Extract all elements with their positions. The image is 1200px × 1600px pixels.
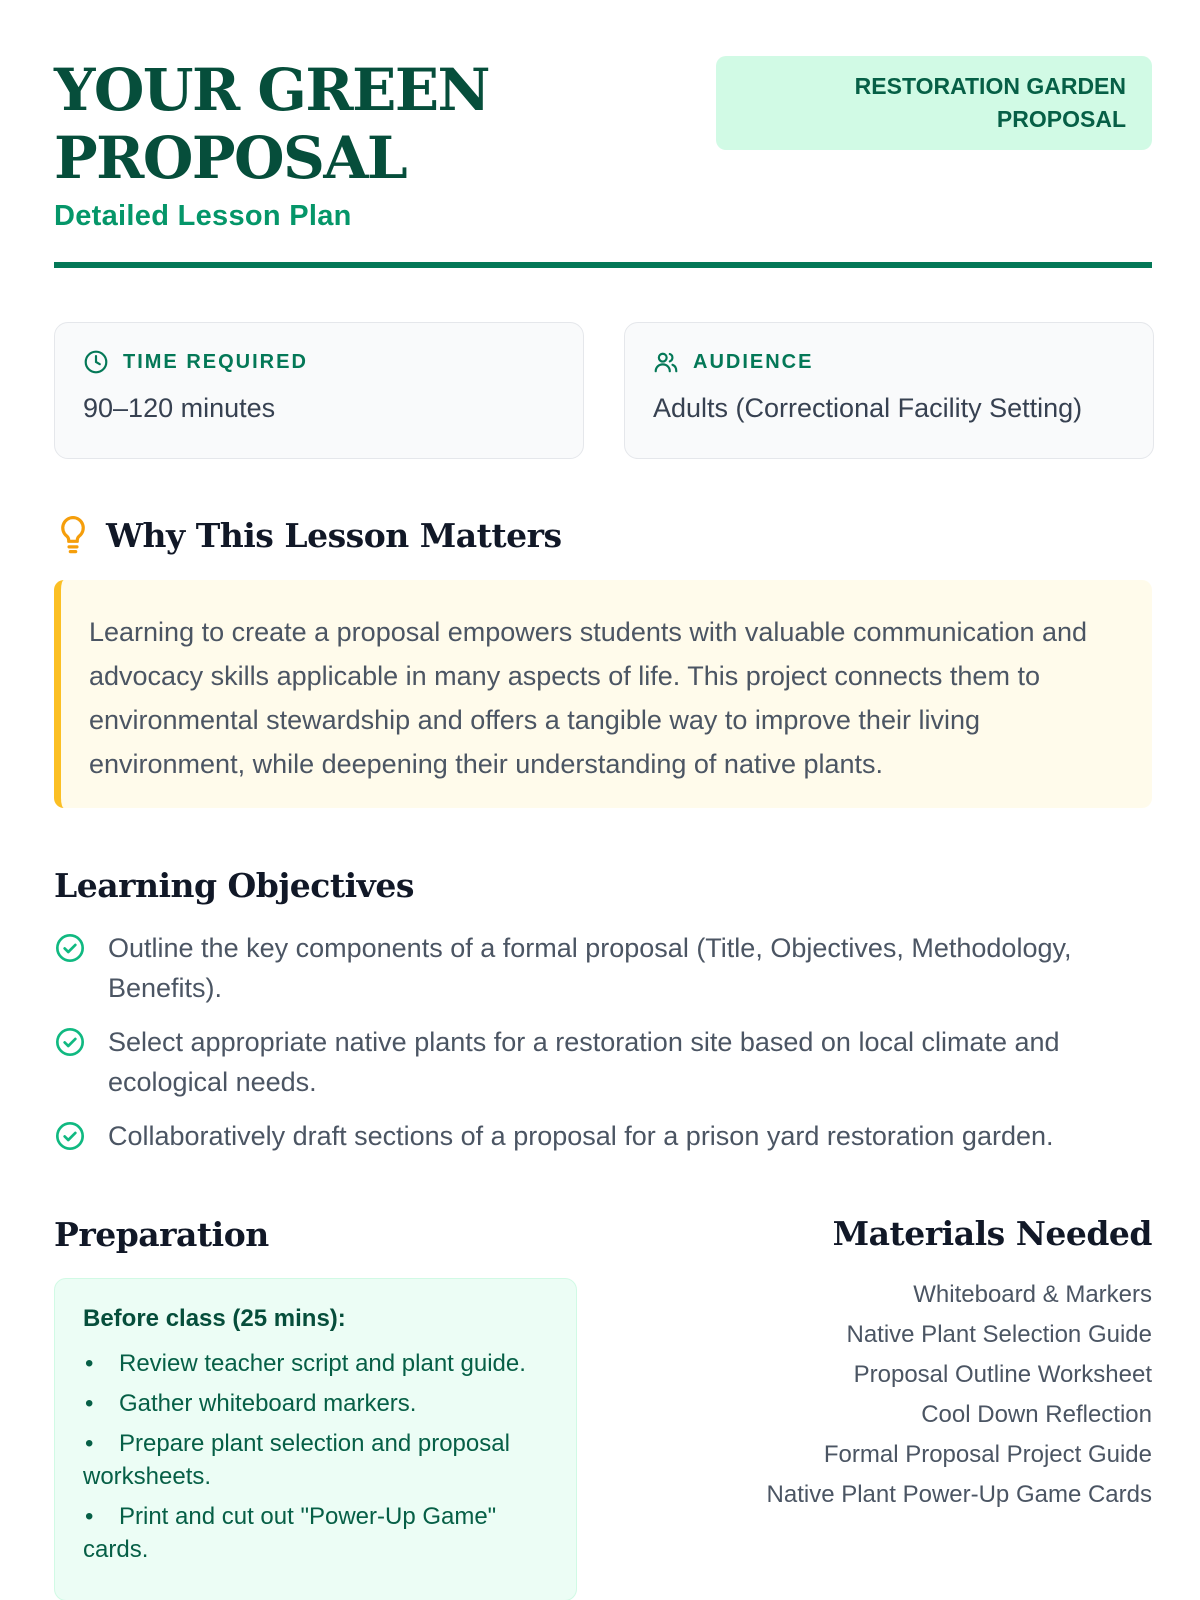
preparation-box [54,1278,577,1600]
proposal-badge: RESTORATION GARDEN PROPOSAL [716,56,1152,150]
header-divider [54,262,1152,268]
material-item: Proposal Outline Worksheet [853,1361,1152,1388]
preparation-item: • Print and cut out "Power-Up Game" cards. [83,1500,548,1566]
audience-label: AUDIENCE [693,350,814,373]
users-icon [653,349,679,375]
preparation-title: Preparation [54,1215,269,1254]
materials-title: Materials Needed [832,1214,1152,1253]
preparation-heading: Before class (25 mins): [83,1305,346,1332]
material-item: Cool Down Reflection [921,1401,1152,1428]
preparation-item: • Review teacher script and plant guide. [83,1347,548,1380]
objective-item [54,928,1152,1008]
page-header [54,56,1152,270]
objectives-title: Learning Objectives [54,866,414,905]
material-item: Native Plant Power-Up Game Cards [766,1481,1152,1508]
time-required-card [54,322,584,459]
time-required-label: TIME REQUIRED [123,350,308,373]
check-circle-icon [54,1026,86,1058]
objectives-list [54,928,1152,1170]
audience-card [624,322,1154,459]
preparation-item: • Gather whiteboard markers. [83,1387,548,1420]
material-item: Formal Proposal Project Guide [823,1441,1152,1468]
page-title: YOUR GREEN PROPOSAL [54,56,490,192]
lightbulb-icon [54,514,92,556]
preparation-item: • Prepare plant selection and proposal worksheets. [83,1427,548,1493]
clock-icon [83,349,109,375]
audience-value: Adults (Correctional Facility Setting) [653,393,1083,423]
why-section-title: Why This Lesson Matters [106,515,562,555]
preparation-list [83,1347,548,1566]
objective-item [54,1022,1152,1102]
check-circle-icon [54,932,86,964]
objective-text: Outline the key components of a formal proposal (Title, Objectives, Methodology, Benefits). [108,933,1072,1003]
materials-list [632,1275,1152,1515]
time-required-value: 90–120 minutes [83,393,276,423]
material-item: Native Plant Selection Guide [846,1321,1152,1348]
check-circle-icon [54,1120,86,1152]
material-item: Whiteboard & Markers [913,1281,1152,1308]
objective-text: Select appropriate native plants for a restoration site based on local climate and ecological needs. [108,1027,1060,1097]
objective-item [54,1116,1152,1156]
page-subtitle: Detailed Lesson Plan [54,200,352,232]
why-section-header [54,514,562,556]
objective-text: Collaboratively draft sections of a proposal for a prison yard restoration garden. [108,1121,1054,1151]
why-section-body: Learning to create a proposal empowers students with valuable communication and advocacy skills applicable in many aspects of life. This project connects them to environmental stewardship and offers a tangible way to improve their living environment, while deepening their understanding of native plants. [54,580,1152,808]
